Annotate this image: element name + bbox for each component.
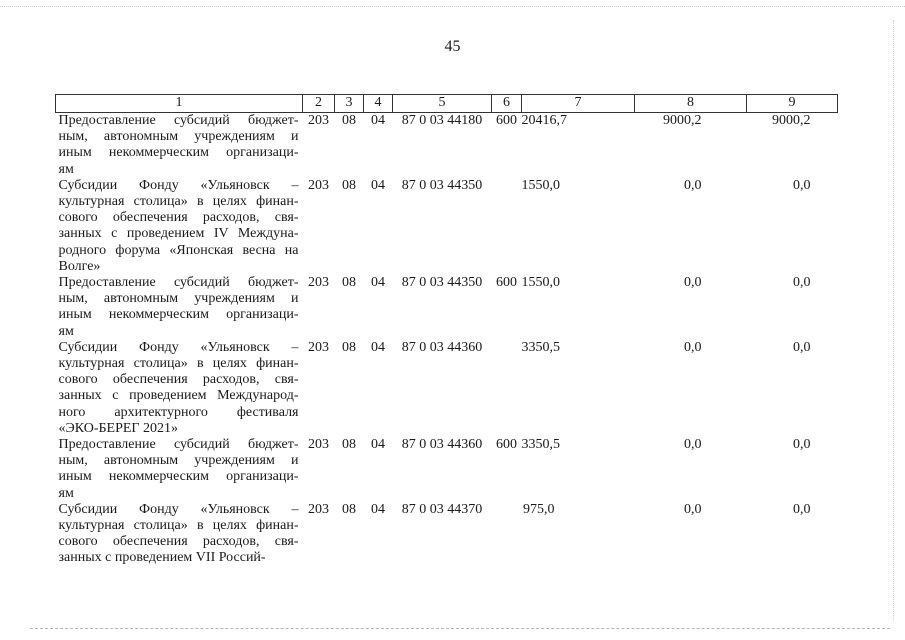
target-article-code: 87 0 03 44350 (401, 177, 483, 193)
amount-2023: 9000,2 (772, 113, 811, 128)
amount-2023: 0,0 (793, 501, 811, 517)
subsection-code: 04 (371, 113, 385, 128)
column-header: 6 (492, 95, 522, 113)
subsection-code: 04 (371, 177, 385, 193)
expense-name-line: ям (58, 161, 74, 177)
department-code: 203 (308, 437, 329, 453)
expense-name-cell (56, 502, 303, 567)
amount-2022: 0,0 (684, 437, 702, 453)
department-code: 203 (308, 501, 329, 517)
expense-name-cell (56, 437, 303, 502)
expense-name-line: занных с проведением VII Россий- (58, 550, 266, 566)
department-code: 203 (308, 339, 329, 355)
target-article-code: 87 0 03 44360 (401, 437, 483, 453)
expense-name-line: культурная столица» в целях финан- (58, 518, 299, 534)
column-header: 5 (393, 95, 492, 113)
section-code: 08 (342, 339, 356, 355)
expense-name-line: занных с проведением IV Междуна- (58, 226, 299, 242)
table-row (56, 502, 838, 567)
expense-name-line: занных с проведением Международ- (58, 388, 299, 404)
section-code: 08 (342, 501, 356, 517)
expense-name-line: Предоставление субсидий бюджет- (58, 113, 299, 128)
expense-name-line: ям (58, 323, 74, 339)
amount-2021: 20416,7 (521, 113, 567, 128)
department-code: 203 (308, 113, 329, 128)
amount-2022: 9000,2 (663, 113, 702, 128)
expense-name-line: сового обеспечения расходов, свя- (58, 534, 299, 550)
column-header: 7 (522, 95, 635, 113)
page-number: 45 (444, 38, 461, 55)
budget-table (55, 94, 838, 567)
expense-name-line: иным некоммерческим организаци- (58, 145, 299, 161)
table-body (56, 113, 838, 567)
section-code: 08 (342, 177, 356, 193)
amount-2022: 0,0 (684, 501, 702, 517)
expense-name-line: Субсидии Фонду «Ульяновск – (58, 339, 299, 355)
expense-name-line: Субсидии Фонду «Ульяновск – (58, 177, 299, 193)
expense-type-code: 600 (496, 275, 517, 291)
column-header: 2 (303, 95, 335, 113)
expense-name-line: иным некоммерческим организаци- (58, 307, 299, 323)
column-header: 1 (56, 95, 303, 113)
amount-2021: 975,0 (523, 501, 555, 517)
subsection-code: 04 (371, 437, 385, 453)
amount-2021: 1550,0 (521, 177, 560, 193)
subsection-code: 04 (371, 501, 385, 517)
amount-2022: 0,0 (684, 177, 702, 193)
expense-name-line: иным некоммерческим организаци- (58, 469, 299, 485)
column-header: 9 (747, 95, 838, 113)
expense-name-line: ным, автономным учреждениям и (58, 453, 299, 469)
amount-2023: 0,0 (793, 339, 811, 355)
amount-2023: 0,0 (793, 437, 811, 453)
expense-type-code: 600 (496, 113, 517, 128)
amount-2021: 3350,5 (521, 339, 560, 355)
expense-name-line: культурная столица» в целях финан- (58, 356, 299, 372)
subsection-code: 04 (371, 339, 385, 355)
column-number-header-row (56, 95, 838, 113)
target-article-code: 87 0 03 44370 (401, 501, 483, 517)
target-article-code: 87 0 03 44180 (401, 113, 483, 128)
expense-name-line: ям (58, 485, 74, 501)
amount-2022: 0,0 (684, 275, 702, 291)
scan-edge-top (0, 0, 905, 7)
expense-name-line: ным, автономным учреждениям и (58, 129, 299, 145)
section-code: 08 (342, 437, 356, 453)
section-code: 08 (342, 275, 356, 291)
expense-name-line: родного форума «Японская весна на (58, 242, 299, 258)
expense-type-code (492, 502, 522, 567)
expense-name-cell (56, 275, 303, 340)
expense-name-cell (56, 113, 303, 178)
expense-name-line: сового обеспечения расходов, свя- (58, 372, 299, 388)
amount-2022: 0,0 (684, 339, 702, 355)
expense-name-line: Предоставление субсидий бюджет- (58, 275, 299, 291)
expense-name-cell (56, 178, 303, 275)
expense-name-cell (56, 340, 303, 437)
table-row (56, 113, 838, 178)
amount-2023: 0,0 (793, 275, 811, 291)
amount-2023: 0,0 (793, 177, 811, 193)
expense-name-line: Волге» (58, 258, 101, 274)
expense-type-code: 600 (496, 437, 517, 453)
expense-name-line: Предоставление субсидий бюджет- (58, 437, 299, 453)
table-row (56, 275, 838, 340)
department-code: 203 (308, 177, 329, 193)
subsection-code: 04 (371, 275, 385, 291)
table-row (56, 178, 838, 275)
expense-name-line: культурная столица» в целях финан- (58, 194, 299, 210)
department-code: 203 (308, 275, 329, 291)
amount-2021: 1550,0 (521, 275, 560, 291)
section-code: 08 (342, 113, 356, 128)
expense-name-line: Субсидии Фонду «Ульяновск – (58, 501, 299, 517)
table-row (56, 437, 838, 502)
scan-edge-right (893, 20, 895, 620)
expense-type-code (492, 340, 522, 437)
amount-2021: 3350,5 (521, 437, 560, 453)
column-header: 8 (635, 95, 747, 113)
expense-name-line: «ЭКО-БЕРЕГ 2021» (58, 420, 179, 436)
scan-edge-bottom (30, 628, 890, 630)
table-row (56, 340, 838, 437)
expense-name-line: ным, автономным учреждениям и (58, 291, 299, 307)
target-article-code: 87 0 03 44360 (401, 339, 483, 355)
column-header: 3 (335, 95, 364, 113)
target-article-code: 87 0 03 44350 (401, 275, 483, 291)
expense-type-code (492, 178, 522, 275)
expense-name-line: ного архитектурного фестиваля (58, 404, 299, 420)
column-header: 4 (364, 95, 393, 113)
expense-name-line: сового обеспечения расходов, свя- (58, 210, 299, 226)
